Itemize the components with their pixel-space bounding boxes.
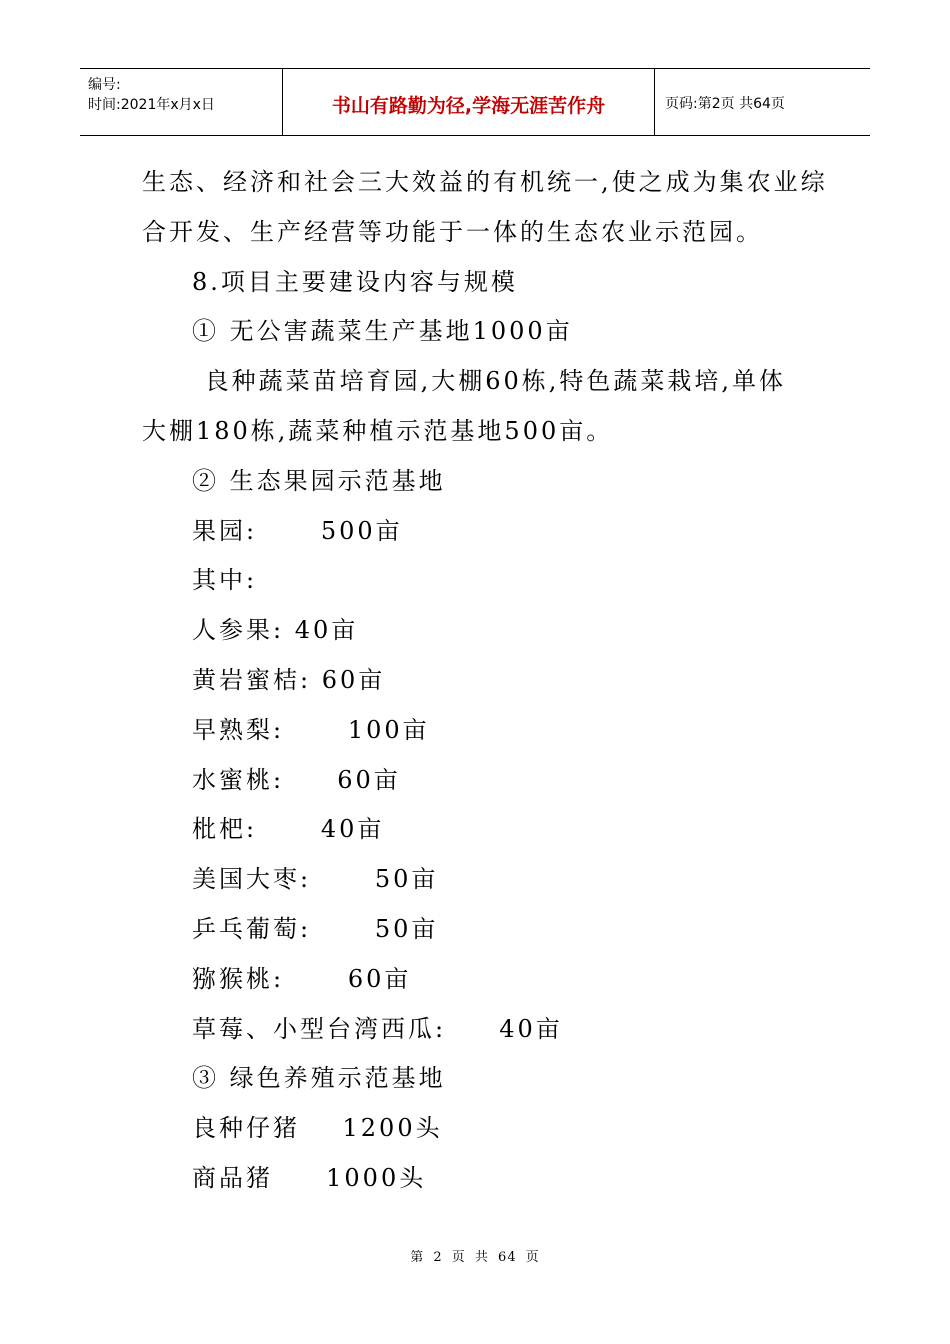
page-header (80, 68, 870, 136)
section-heading: 8.项目主要建设内容与规模 (192, 267, 518, 296)
list-item: 美国大枣: 50亩 (192, 865, 439, 894)
header-page-info: 页码:第2页 共64页 (665, 96, 785, 112)
time-label: 时间:2021年x月x日 (88, 97, 215, 113)
list-item: 其中: (192, 566, 258, 595)
number-label: 编号: (88, 77, 121, 93)
list-item: 猕猴桃: 60亩 (192, 964, 412, 993)
page-footer: 第 2 页 共 64 页 (410, 1250, 540, 1265)
body-line: ② 生态果园示范基地 (192, 466, 446, 495)
body-line: 大棚180栋,蔬菜种植示范基地500亩。 (142, 416, 614, 445)
list-item: 乒乓葡萄: 50亩 (192, 914, 439, 943)
list-item: 良种仔猪 1200头 (192, 1114, 443, 1143)
body-line: 合开发、生产经营等功能于一体的生态农业示范园。 (142, 217, 763, 246)
header-meta (80, 69, 283, 135)
list-item: 水蜜桃: 60亩 (192, 765, 401, 794)
list-item: 商品猪 1000头 (192, 1163, 427, 1192)
header-motto: 书山有路勤为径,学海无涯苦作舟 (283, 69, 655, 135)
list-item: 黄岩蜜桔: 60亩 (192, 665, 386, 694)
list-item: 果园: 500亩 (192, 516, 403, 545)
body-line: 生态、经济和社会三大效益的有机统一,使之成为集农业综 (142, 168, 828, 196)
document-body (142, 158, 828, 1204)
body-line: ③ 绿色养殖示范基地 (192, 1064, 446, 1093)
list-item: 早熟梨: 100亩 (192, 715, 430, 744)
body-line: 良种蔬菜苗培育园,大棚60栋,特色蔬菜栽培,单体 (194, 367, 787, 396)
list-item: 人参果: 40亩 (192, 616, 359, 645)
list-item: 草莓、小型台湾西瓜: 40亩 (192, 1014, 563, 1043)
list-item: 枇杷: 40亩 (192, 815, 385, 844)
body-line: ① 无公害蔬菜生产基地1000亩 (192, 317, 573, 346)
